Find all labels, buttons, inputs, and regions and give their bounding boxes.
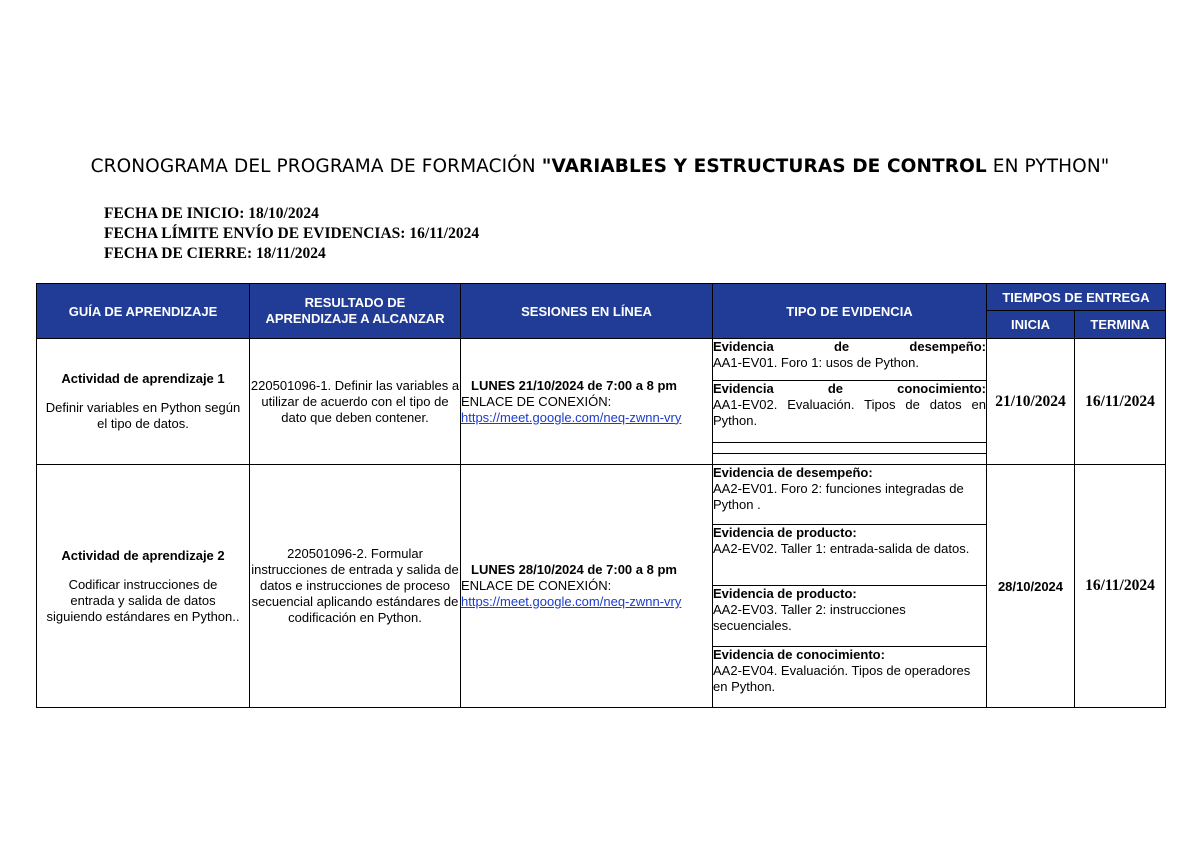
evidence-label-word: Evidencia [713, 339, 774, 354]
session-link[interactable]: https://meet.google.com/neq-zwnn-vry [461, 594, 682, 609]
session-day: LUNES 21/10/2024 de 7:00 a 8 pm [471, 377, 677, 393]
evidence-label-word: desempeño: [909, 339, 986, 354]
close-date: FECHA DE CIERRE: 18/11/2024 [104, 245, 326, 262]
guide-cell-2 [37, 465, 250, 708]
header-result: RESULTADO DE APRENDIZAJE A ALCANZAR [250, 284, 461, 339]
evidence-label-word: Evidencia [713, 381, 774, 396]
evidence-label-word: de [827, 381, 844, 396]
header-evidence: TIPO DE EVIDENCIA [713, 284, 987, 339]
guide-text: Codificar instrucciones de entrada y salida de datos siguiendo estándares en Python.. [46, 576, 240, 624]
evidence-text: AA2-EV03. Taller 2: instrucciones secuenciales. [713, 602, 906, 633]
session-cell-1 [461, 339, 713, 465]
session-day: LUNES 28/10/2024 de 7:00 a 8 pm [471, 562, 677, 577]
guide-cell-1 [37, 339, 250, 465]
guide-title: Actividad de aprendizaje 2 [61, 547, 225, 563]
session-link-label: ENLACE DE CONEXIÓN: [461, 393, 612, 409]
header-sessions: SESIONES EN LÍNEA [461, 284, 713, 339]
empty-evidence-cell [713, 443, 987, 454]
evidence-item [713, 465, 987, 525]
session-link-label: ENLACE DE CONEXIÓN: [461, 578, 612, 593]
title-plain: CRONOGRAMA DEL PROGRAMA DE FORMACIÓN [90, 156, 542, 177]
evidence-text: AA1-EV02. Evaluación. Tipos de datos en Python. [713, 397, 986, 428]
evidence-item [713, 647, 987, 708]
evidence-label: Evidencia de desempeño: [713, 465, 873, 480]
result-cell-2: 220501096-2. Formular instrucciones de entrada y salida de datos e instrucciones de proceso secuencial aplicando estándares de codificación en Python. [250, 465, 461, 708]
session-link[interactable]: https://meet.google.com/neq-zwnn-vry [461, 409, 682, 425]
guide-text: Definir variables en Python según el tipo de datos. [45, 400, 241, 431]
evidence-text: AA1-EV01. Foro 1: usos de Python. [713, 355, 919, 370]
deadline-date: FECHA LÍMITE ENVÍO DE EVIDENCIAS: 16/11/2024 [104, 225, 480, 242]
session-cell-2 [461, 465, 713, 708]
evidence-text: AA2-EV01. Foro 2: funciones integradas de Python . [713, 481, 964, 512]
title-bold: "VARIABLES Y ESTRUCTURAS DE CONTROL [541, 156, 987, 177]
document-title [0, 156, 1200, 177]
evidence-item [713, 339, 987, 381]
evidence-label: Evidencia de producto: [713, 525, 857, 540]
schedule-table [36, 283, 1166, 708]
evidence-item [713, 525, 987, 586]
header-guide: GUÍA DE APRENDIZAJE [37, 284, 250, 339]
end-date-cell-2: 16/11/2024 [1075, 465, 1166, 708]
evidence-item [713, 586, 987, 647]
header-starts: INICIA [987, 311, 1075, 339]
evidence-text: AA2-EV04. Evaluación. Tipos de operadores en Python. [713, 663, 971, 694]
start-date-cell-2: 28/10/2024 [987, 465, 1075, 708]
evidence-item [713, 381, 987, 443]
evidence-label: Evidencia de producto: [713, 586, 857, 601]
title-tail: EN PYTHON" [986, 156, 1110, 177]
result-cell-1: 220501096-1. Definir las variables a utilizar de acuerdo con el tipo de dato que deben contener. [250, 339, 461, 465]
start-date: FECHA DE INICIO: 18/10/2024 [104, 205, 319, 222]
evidence-text: AA2-EV02. Taller 1: entrada-salida de datos. [713, 541, 970, 556]
guide-title: Actividad de aprendizaje 1 [61, 371, 225, 386]
evidence-label-word: conocimiento: [897, 381, 986, 396]
end-date-cell-1: 16/11/2024 [1075, 339, 1166, 465]
start-date-cell-1: 21/10/2024 [987, 339, 1075, 465]
empty-evidence-cell [713, 454, 987, 465]
evidence-label-word: de [833, 339, 850, 354]
header-ends: TERMINA [1075, 311, 1166, 339]
header-times: TIEMPOS DE ENTREGA [987, 284, 1166, 311]
evidence-label: Evidencia de conocimiento: [713, 647, 885, 662]
